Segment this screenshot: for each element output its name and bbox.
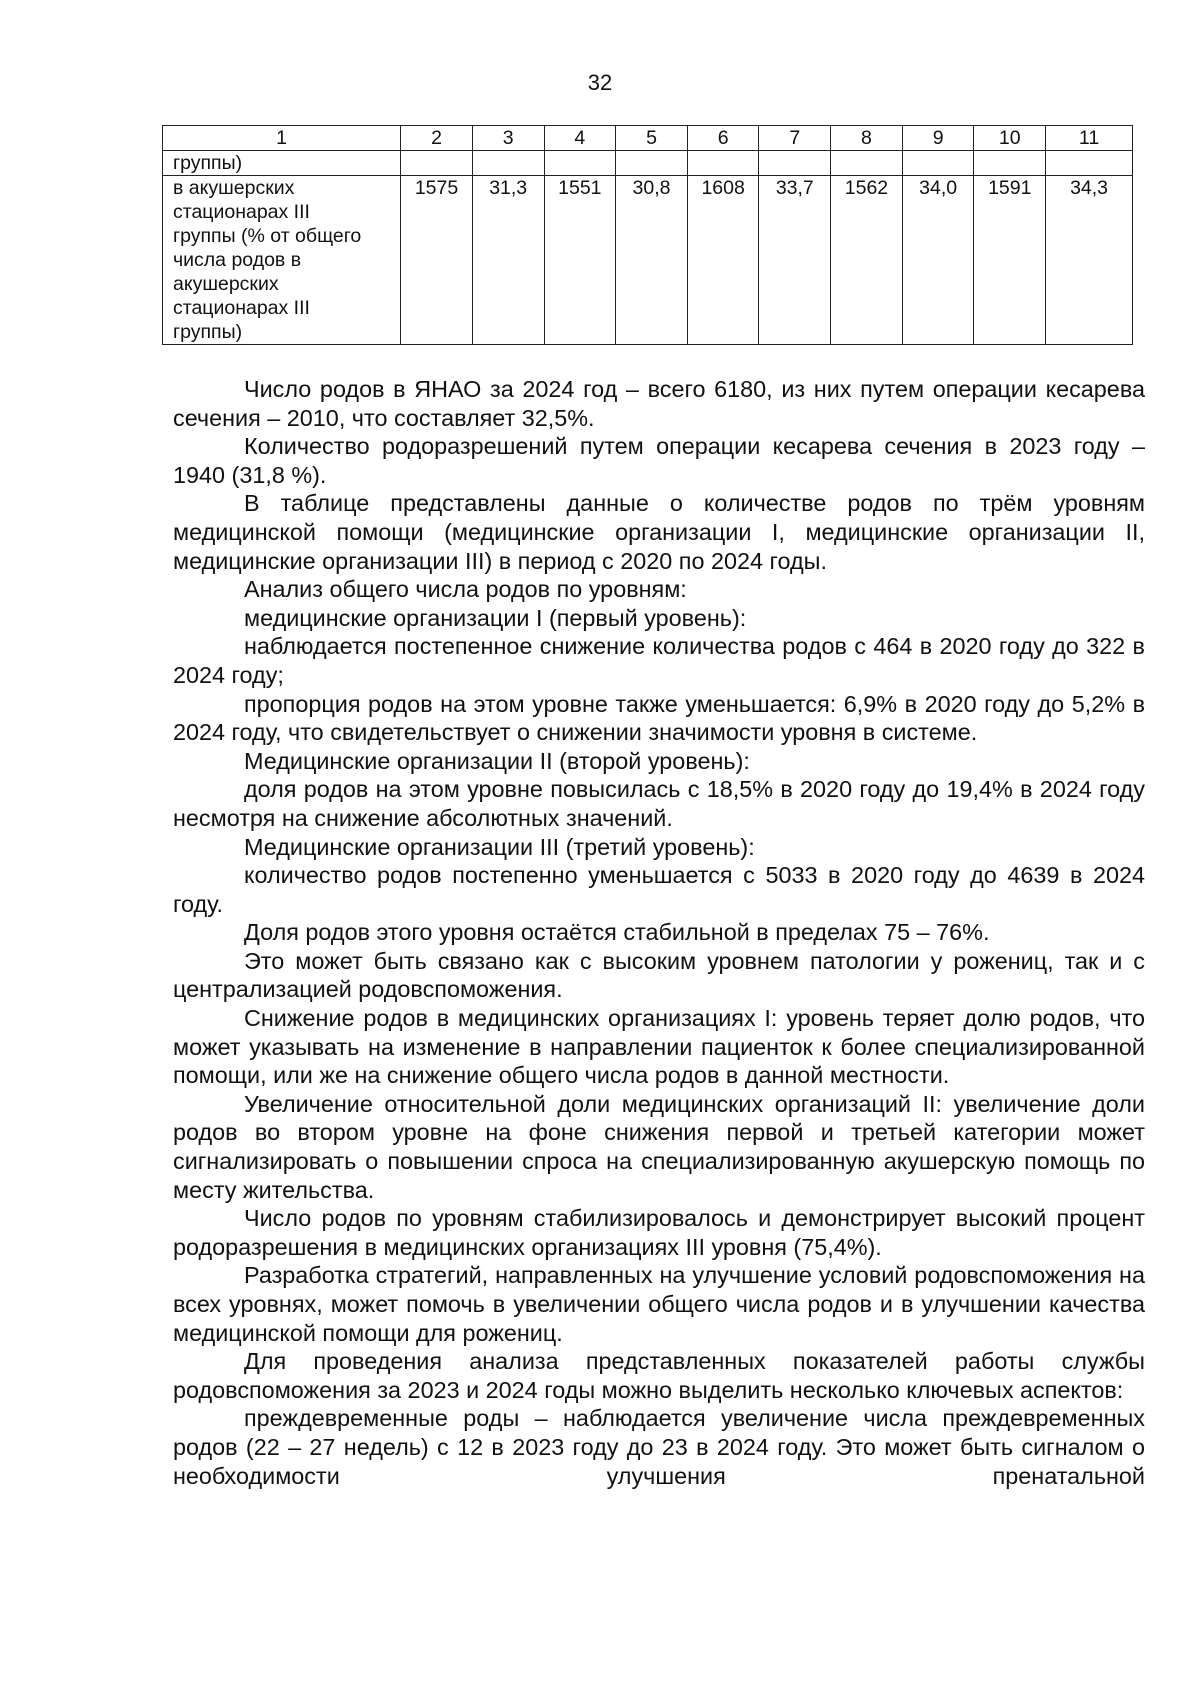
table-cell: 30,8 — [616, 176, 688, 345]
table-cell: 1562 — [831, 176, 903, 345]
paragraph: Увеличение относительной доли медицинских организаций II: увеличение доли родов во втором уровне на фоне снижения первой и третьей категории может сигнализировать о повышении спроса на специализированную акушерскую помощь по месту жительства. — [173, 1090, 1145, 1203]
column-header-1: 1 — [163, 126, 401, 151]
row-label-line: стационарах III — [173, 201, 310, 223]
paragraph: Снижение родов в медицинских организациях I: уровень теряет долю родов, что может указывать на изменение в направлении пациенток к более специализированной помощи, или же на снижение общего числа родов в данной местности. — [173, 1005, 1145, 1089]
table-cell: 34,3 — [1046, 176, 1133, 345]
paragraph: Число родов в ЯНАО за 2024 год – всего 6180, из них путем операции кесарева сечения – 2010, что составляет 32,5%. — [173, 376, 1145, 431]
column-header-6: 6 — [687, 126, 759, 151]
paragraph: Медицинские организации II (второй уровень): — [244, 747, 750, 774]
paragraph: Число родов по уровням стабилизировалось и демонстрирует высокий процент родоразрешения в медицинских организациях III уровня (75,4%). — [173, 1205, 1145, 1260]
paragraph: Для проведения анализа представленных показателей работы службы родовспоможения за 2023 и 2024 годы можно выделить несколько ключевых аспектов: — [173, 1348, 1145, 1403]
table-row — [163, 176, 1133, 345]
table-cell — [831, 151, 903, 176]
table-cell — [544, 151, 616, 176]
statistics-table — [162, 125, 1133, 345]
table-cell — [472, 151, 544, 176]
paragraph: Это может быть связано как с высоким уровнем патологии у рожениц, так и с централизацией родовспоможения. — [173, 947, 1145, 1003]
table-cell: 1575 — [401, 176, 473, 345]
row-label-line: числа родов в — [173, 249, 302, 271]
paragraph: Анализ общего числа родов по уровням: — [244, 576, 687, 603]
row-label — [163, 176, 401, 345]
paragraph: Количество родоразрешений путем операции кесарева сечения в 2023 году – 1940 (31,8 %). — [173, 433, 1145, 488]
row-label: группы) — [163, 151, 401, 176]
table-cell — [902, 151, 974, 176]
paragraph: преждевременные роды – наблюдается увеличение числа преждевременных родов (22 – 27 недель) с 12 в 2023 году до 23 в 2024 году. Это может быть сигналом о необходимости улучшения пренатальной — [173, 1405, 1145, 1489]
table-cell — [759, 151, 831, 176]
table-cell — [974, 151, 1046, 176]
table-cell — [616, 151, 688, 176]
paragraph: Доля родов этого уровня остаётся стабильной в пределах 75 – 76%. — [244, 919, 990, 946]
column-header-3: 3 — [472, 126, 544, 151]
table-row — [163, 151, 1133, 176]
column-header-2: 2 — [401, 126, 473, 151]
table-cell — [687, 151, 759, 176]
table-cell — [401, 151, 473, 176]
column-header-7: 7 — [759, 126, 831, 151]
row-label-line: в акушерских — [173, 177, 295, 199]
column-header-8: 8 — [831, 126, 903, 151]
column-header-11: 11 — [1046, 126, 1133, 151]
paragraph: Разработка стратегий, направленных на улучшение условий родовспоможения на всех уровнях, может помочь в увеличении общего числа родов и в улучшении качества медицинской помощи для рожениц. — [173, 1262, 1145, 1346]
row-label-line: стационарах III — [173, 297, 310, 319]
row-label-line: акушерских — [173, 273, 279, 295]
paragraph: пропорция родов на этом уровне также уменьшается: 6,9% в 2020 году до 5,2% в 2024 году, что свидетельствует о снижении значимости уровня в системе. — [173, 690, 1145, 746]
paragraph: наблюдается постепенное снижение количества родов с 464 в 2020 году до 322 в 2024 году; — [173, 633, 1145, 688]
table-cell: 1608 — [687, 176, 759, 345]
table-cell: 1551 — [544, 176, 616, 345]
table-cell: 1591 — [974, 176, 1046, 345]
table-cell: 34,0 — [902, 176, 974, 345]
table-header-row — [163, 126, 1133, 151]
table-cell: 31,3 — [472, 176, 544, 345]
paragraph: количество родов постепенно уменьшается с 5033 в 2020 году до 4639 в 2024 году. — [173, 862, 1145, 917]
table-cell: 33,7 — [759, 176, 831, 345]
column-header-9: 9 — [902, 126, 974, 151]
table-cell — [1046, 151, 1133, 176]
column-header-5: 5 — [616, 126, 688, 151]
column-header-4: 4 — [544, 126, 616, 151]
body-text — [173, 375, 1145, 1490]
page-number: 32 — [587, 70, 613, 95]
paragraph: В таблице представлены данные о количестве родов по трём уровням медицинской помощи (медицинские организации I, медицинские организации II, медицинские организации III) в период с 2020 по 2024 годы. — [173, 490, 1145, 574]
paragraph: Медицинские организации III (третий уровень): — [244, 833, 755, 860]
paragraph: доля родов на этом уровне повысилась с 18,5% в 2020 году до 19,4% в 2024 году несмотря на снижение абсолютных значений. — [173, 776, 1145, 831]
column-header-10: 10 — [974, 126, 1046, 151]
row-label-line: группы (% от общего — [173, 225, 362, 247]
row-label-line: группы) — [173, 321, 243, 343]
paragraph: медицинские организации I (первый уровень): — [244, 604, 747, 631]
